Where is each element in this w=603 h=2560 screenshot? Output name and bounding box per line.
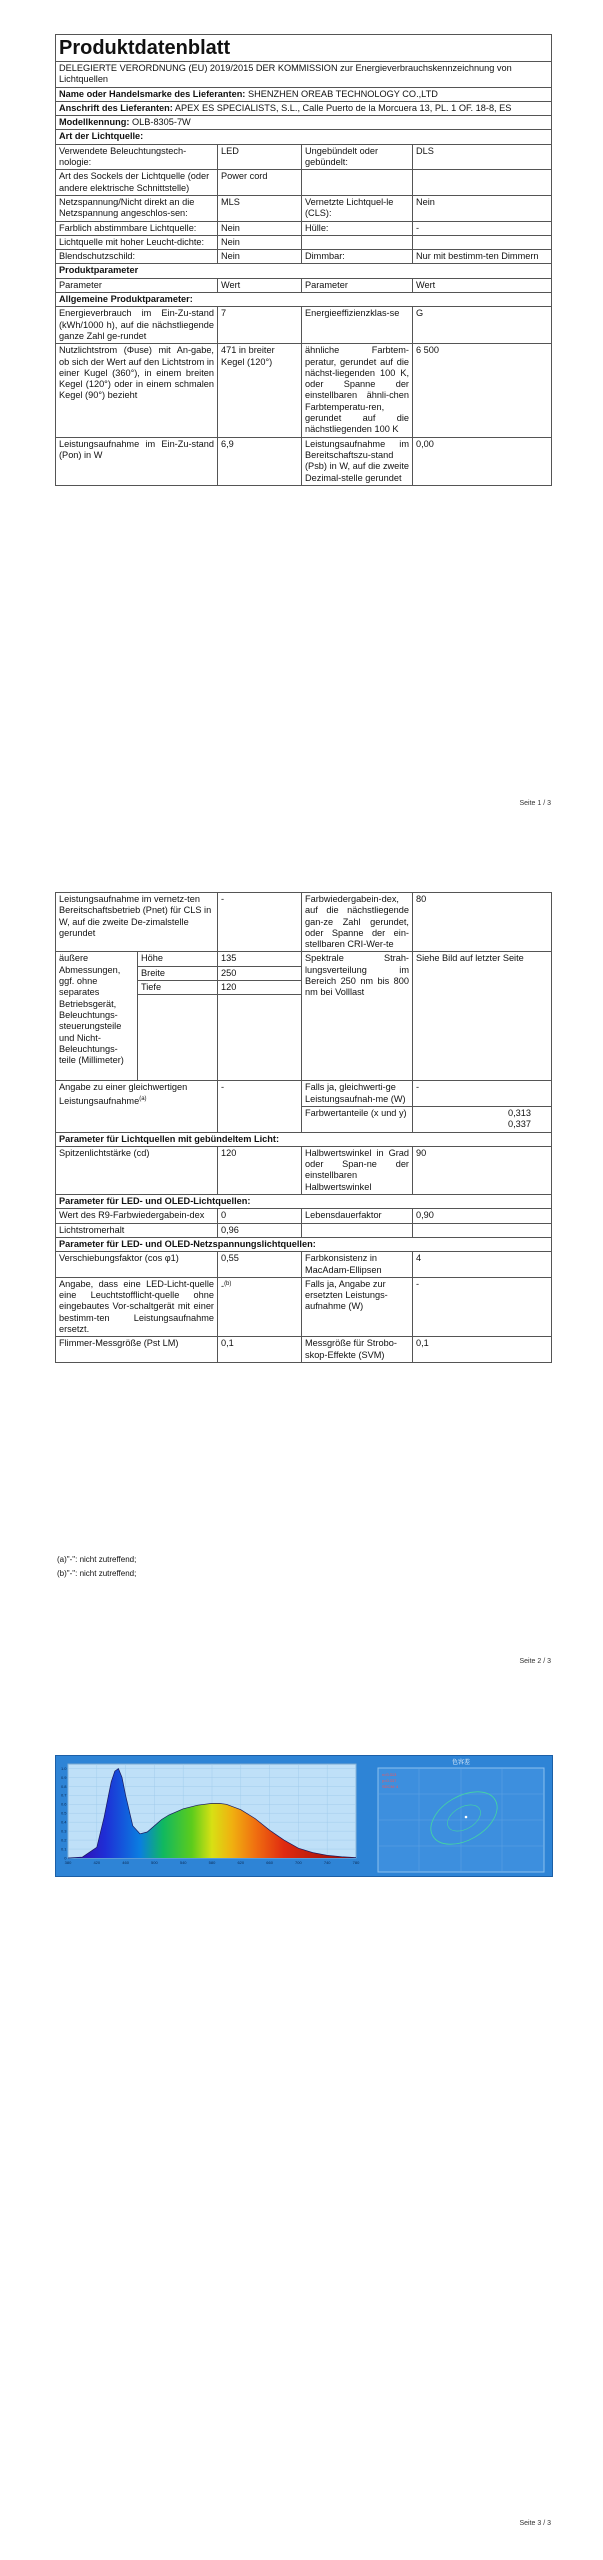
address-value: APEX ES SPECIALISTS, S.L., Calle Puerto de la Morcuera 13, PL. 1 OF. 18-8, ES (174, 102, 512, 113)
col-header-value: Wert (218, 278, 302, 292)
flicker-label: Flimmer-Messgröße (Pst LM) (56, 1337, 218, 1363)
supplier-row (56, 87, 552, 101)
y-tick-label: 0.1 (60, 1846, 67, 1852)
replacement-power-value: - (413, 1277, 552, 1336)
displacement-factor-value: 0,55 (218, 1252, 302, 1278)
col-header-param-2: Parameter (302, 278, 413, 292)
footnote-b: (b)"-": nicht zutreffend; (57, 1569, 137, 1578)
chromaticity-point (465, 1816, 468, 1819)
x-tick-label: 740 (323, 1860, 331, 1865)
dimensions-label: äußere Abmessungen, ggf. ohne separates Betriebsgerät, Beleuchtungs-steuerungsteile und Nicht-Beleuchtungs-teile (Millimeter) (56, 952, 138, 1081)
param-row (56, 893, 552, 952)
svm-label: Messgröße für Strobo-skop-Effekte (SVM) (302, 1337, 413, 1363)
type-label-2: Dimmbar: (302, 250, 413, 264)
empty-cell (302, 1223, 413, 1237)
footnote-marker: (a) (139, 1095, 147, 1102)
dims-row (56, 952, 552, 966)
param-value-2: 6 500 (413, 344, 552, 437)
dim-value: 135 (218, 952, 302, 966)
x-tick-label: 540 (179, 1860, 187, 1865)
equiv-power-value: - (413, 1081, 552, 1107)
model-value: OLB-8305-7W (132, 117, 191, 128)
type-label: Blendschutzschild: (56, 250, 218, 264)
model-row (56, 116, 552, 130)
chroma-y: 0,337 (508, 1119, 531, 1130)
param-value-2: 0,00 (413, 437, 552, 485)
y-tick-label: 0.4 (60, 1819, 67, 1825)
type-row (56, 195, 552, 221)
type-label: Netzspannung/Nicht direkt an die Netzspannung angeschlos-sen: (56, 195, 218, 221)
type-label-2 (302, 170, 413, 196)
x-tick-label: 660 (266, 1860, 273, 1865)
equiv-value: - (218, 1081, 302, 1132)
type-value: MLS (218, 195, 302, 221)
y-tick-label: 0.2 (60, 1837, 67, 1843)
param-label-2: Leistungsaufnahme im Bereitschaftszu-stand (Psb) in W, auf die zweite Dezimal-stelle gerundet (302, 437, 413, 485)
dim-value: 120 (218, 981, 302, 995)
y-tick-label: 0 (64, 1855, 67, 1861)
param-value: 471 in breiter Kegel (120°) (218, 344, 302, 437)
type-label-2: Vernetzte Lichtquel-le (CLS): (302, 195, 413, 221)
type-row (56, 221, 552, 235)
param-row (56, 1337, 552, 1363)
y-tick-label: 0.3 (60, 1828, 67, 1834)
cie-label: x=0.313 (382, 1772, 397, 1777)
type-row (56, 250, 552, 264)
x-tick-label: 420 (93, 1860, 101, 1865)
displacement-factor-label: Verschiebungsfaktor (cos φ1) (56, 1252, 218, 1278)
param-row (56, 1277, 552, 1336)
chroma-label: Farbwertanteile (x und y) (302, 1106, 413, 1132)
type-value: Nein (218, 235, 302, 249)
y-tick-label: 0.7 (60, 1792, 67, 1798)
param-value: - (218, 893, 302, 952)
directional-section-heading: Parameter für Lichtquellen mit gebündeltem Licht: (56, 1132, 552, 1146)
spectral-power-chart (56, 1756, 552, 1876)
type-label: Farblich abstimmbare Lichtquelle: (56, 221, 218, 235)
equiv-label-cell (56, 1081, 218, 1132)
x-tick-label: 620 (237, 1860, 245, 1865)
lumen-maintenance-label: Lichtstromerhalt (56, 1223, 218, 1237)
col-header-param: Parameter (56, 278, 218, 292)
spectrum-label: Spektrale Strah-lungsverteilung im Bereich 250 nm bis 800 nm bei Volllast (302, 952, 413, 1081)
svm-value: 0,1 (413, 1337, 552, 1363)
color-consistency-value: 4 (413, 1252, 552, 1278)
empty-cell (413, 1223, 552, 1237)
cie-label: y=0.337 (382, 1778, 397, 1783)
param-value-2: 80 (413, 893, 552, 952)
type-row (56, 144, 552, 170)
cie-title: 色容差 (451, 1760, 471, 1766)
param-value-2: G (413, 307, 552, 344)
type-value-2: Nur mit bestimm-ten Dimmern (413, 250, 552, 264)
r9-value: 0 (218, 1209, 302, 1223)
beam-angle-label: Halbwertswinkel in Grad oder Span-ne der einstellbaren Halbwertswinkel (302, 1146, 413, 1194)
model-label: Modellkennung: (59, 117, 130, 128)
param-label: Leistungsaufnahme im Ein-Zu-stand (Pon) in W (56, 437, 218, 485)
spectrum-value: Siehe Bild auf letzter Seite (413, 952, 552, 1081)
survival-factor-value: 0,90 (413, 1209, 552, 1223)
type-value-2 (413, 235, 552, 249)
type-section-label: Art der Lichtquelle: (56, 130, 552, 144)
datasheet-page1 (55, 34, 552, 486)
param-row (56, 1223, 552, 1237)
x-tick-label: 460 (122, 1860, 129, 1865)
survival-factor-label: Lebensdauerfaktor (302, 1209, 413, 1223)
type-label: Lichtquelle mit hoher Leucht-dichte: (56, 235, 218, 249)
type-value: Nein (218, 221, 302, 235)
param-label: Leistungsaufnahme im vernetz-ten Bereitschaftsbetrieb (Pnet) für CLS in W, auf die zweite De-zimalstelle gerundet (56, 893, 218, 952)
equiv-label: Angabe zu einer gleichwertigen Leistungsaufnahme (59, 1082, 188, 1106)
peak-intensity-value: 120 (218, 1146, 302, 1194)
page-number-2: Seite 2 / 3 (519, 1658, 551, 1665)
cie-label: SDCM: 4 (382, 1784, 399, 1789)
replacement-claim-cell (218, 1277, 302, 1336)
type-row (56, 170, 552, 196)
type-value-2: DLS (413, 144, 552, 170)
param-row (56, 307, 552, 344)
supplier-label: Name oder Handelsmarke des Lieferanten: (59, 88, 246, 99)
supplier-value: SHENZHEN OREAB TECHNOLOGY CO.,LTD (247, 88, 438, 99)
chroma-values (413, 1106, 552, 1132)
empty-cell (138, 995, 218, 1081)
product-params-heading: Produktparameter (56, 264, 552, 278)
param-header-row (56, 278, 552, 292)
type-value-2: - (413, 221, 552, 235)
type-value: Power cord (218, 170, 302, 196)
y-tick-label: 0.5 (60, 1810, 67, 1816)
doc-title: Produktdatenblatt (56, 35, 552, 62)
spectrum-figure (55, 1755, 553, 1877)
type-label-2: Ungebündelt oder gebündelt: (302, 144, 413, 170)
general-params-heading: Allgemeine Produktparameter: (56, 293, 552, 307)
col-header-value-2: Wert (413, 278, 552, 292)
x-tick-label: 780 (352, 1860, 360, 1865)
replacement-claim-label: Angabe, dass eine LED-Licht-quelle eine Leuchtstofflicht-quelle ohne eingebautes Vor-schaltgerät mit einer bestimm-ten Leistungsaufnahme ersetzt. (56, 1277, 218, 1336)
dim-name: Höhe (138, 952, 218, 966)
type-value-2 (413, 170, 552, 196)
peak-intensity-label: Spitzenlichtstärke (cd) (56, 1146, 218, 1194)
type-value: Nein (218, 250, 302, 264)
replacement-power-label: Falls ja, Angabe zur ersetzten Leistungs-aufnahme (W) (302, 1277, 413, 1336)
empty-cell (218, 995, 302, 1081)
equiv-row (56, 1081, 552, 1107)
y-tick-label: 1.0 (60, 1765, 67, 1771)
param-value: 7 (218, 307, 302, 344)
param-label-2: Farbwiedergabein-dex, auf die nächstliegende gan-ze Zahl gerundet, oder Spanne der ein-stellbaren CRI-Wer-te (302, 893, 413, 952)
type-label: Art des Sockels der Lichtquelle (oder andere elektrische Schnittstelle) (56, 170, 218, 196)
type-label-2: Hülle: (302, 221, 413, 235)
param-label-2: Energieeffizienzklas-se (302, 307, 413, 344)
beam-angle-value: 90 (413, 1146, 552, 1194)
type-value: LED (218, 144, 302, 170)
x-tick-label: 500 (151, 1860, 158, 1865)
address-label: Anschrift des Lieferanten: (59, 102, 173, 113)
page-number-3: Seite 3 / 3 (519, 2520, 551, 2527)
x-tick-label: 380 (64, 1860, 72, 1865)
param-value: 6,9 (218, 437, 302, 485)
footnote-marker: (b) (224, 1280, 232, 1287)
replacement-claim-value: - (221, 1280, 225, 1291)
type-row (56, 235, 552, 249)
page-number-1: Seite 1 / 3 (519, 800, 551, 807)
r9-label: Wert des R9-Farbwiedergabein-dex (56, 1209, 218, 1223)
chroma-x: 0,313 (508, 1107, 531, 1118)
param-label: Nutzlichtstrom (Φuse) mit An-gabe, ob sich der Wert auf den Lichtstrom in einer Kugel (360°), in einem breiten Kegel (120°) oder in einem schmalen Kegel (90°) bezieht (56, 344, 218, 437)
x-tick-label: 580 (208, 1860, 216, 1865)
address-row (56, 101, 552, 115)
param-label: Energieverbrauch im Ein-Zu-stand (kWh/1000 h), auf die nächstliegende ganze Zahl ge-rundet (56, 307, 218, 344)
led-section-heading: Parameter für LED- und OLED-Lichtquellen: (56, 1195, 552, 1209)
footnotes (57, 1553, 136, 1581)
x-tick-label: 700 (295, 1860, 302, 1865)
dim-name: Tiefe (138, 981, 218, 995)
y-tick-label: 0.6 (60, 1801, 67, 1807)
lumen-maintenance-value: 0,96 (218, 1223, 302, 1237)
param-row (56, 1146, 552, 1194)
type-value-2: Nein (413, 195, 552, 221)
type-label-2 (302, 235, 413, 249)
equiv-power-label: Falls ja, gleichwerti-ge Leistungsaufnah-me (W) (302, 1081, 413, 1107)
y-tick-label: 0.8 (60, 1783, 67, 1789)
footnote-a: (a)"-": nicht zutreffend; (57, 1555, 137, 1564)
dim-name: Breite (138, 966, 218, 980)
dim-value: 250 (218, 966, 302, 980)
param-row (56, 437, 552, 485)
type-label: Verwendete Beleuchtungstech-nologie: (56, 144, 218, 170)
param-label-2: ähnliche Farbtem-peratur, gerundet auf die nächst-liegenden 100 K, oder Spanne der einstellbaren ähnli-chen Farbtemperatu-ren, gerundet auf die nächstliegenden 100 K (302, 344, 413, 437)
param-row (56, 1209, 552, 1223)
param-row (56, 1252, 552, 1278)
datasheet-page2 (55, 892, 552, 1363)
param-row (56, 344, 552, 437)
y-tick-label: 0.9 (60, 1774, 67, 1780)
mains-section-heading: Parameter für LED- und OLED-Netzspannungslichtquellen: (56, 1237, 552, 1251)
flicker-value: 0,1 (218, 1337, 302, 1363)
color-consistency-label: Farbkonsistenz in MacAdam-Ellipsen (302, 1252, 413, 1278)
regulation-text: DELEGIERTE VERORDNUNG (EU) 2019/2015 DER KOMMISSION zur Energieverbrauchskennzeichnung von Lichtquellen (56, 62, 552, 88)
